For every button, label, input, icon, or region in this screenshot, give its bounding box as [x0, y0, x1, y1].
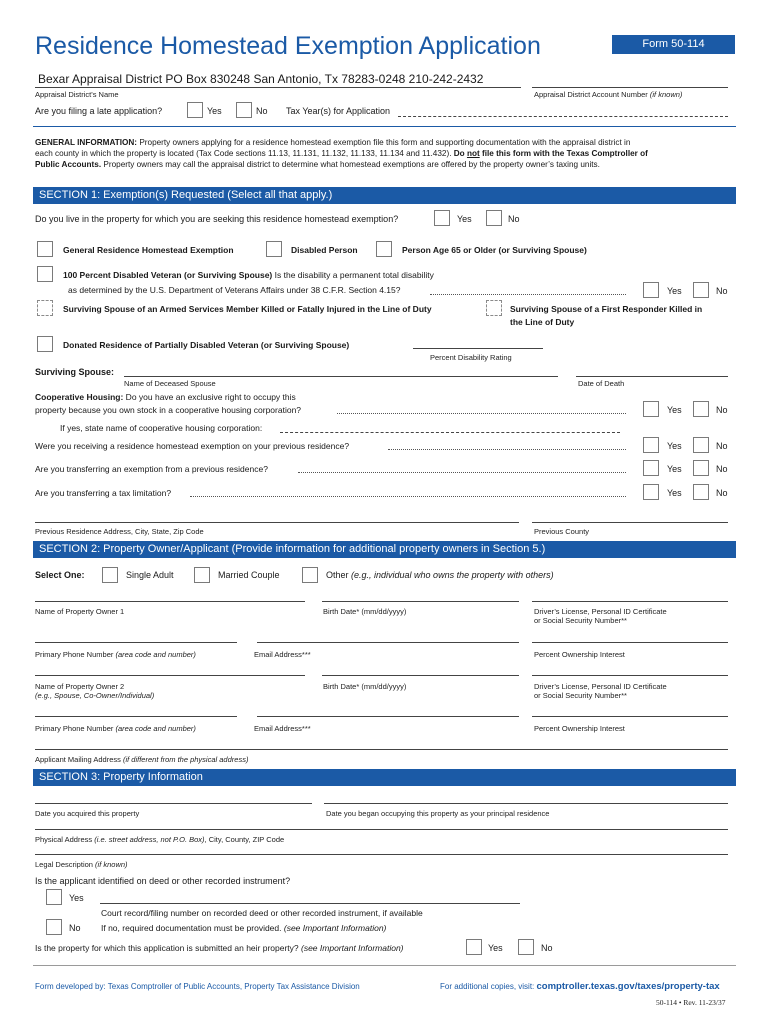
court-record-label: Court record/filing number on recorded deed or other recorded instrument, if available: [101, 908, 423, 918]
select-one-label: Select One:: [35, 570, 85, 580]
district-name-label: Appraisal District's Name: [35, 90, 119, 99]
other-owner-label: Other (e.g., individual who owns the property with others): [326, 570, 554, 580]
limit-no-checkbox[interactable]: [693, 484, 709, 500]
coop-yes-label: Yes: [667, 405, 682, 415]
disabled-veteran-checkbox[interactable]: [37, 266, 53, 282]
general-info: GENERAL INFORMATION: Property owners applying for a residence homestead exemption file this form and supporting documentation with the appraisal district in each county in which the property is located (Tax Code sections 11.13, 11.131, 11.132, 11.133, 11.134 and 11.432). Do not file this form with the Texas Comptroller of Public Accounts. Property owners may call the appraisal district to determine what homestead exemptions are offered by the property owner’s taxing units.: [35, 138, 648, 169]
live-yes-label: Yes: [457, 214, 472, 224]
disabled-person-checkbox[interactable]: [266, 241, 282, 257]
owner1-name-field[interactable]: [35, 601, 305, 602]
veteran-yes-checkbox[interactable]: [643, 282, 659, 298]
owner1-id-label-2: or Social Security Number**: [534, 616, 627, 625]
court-record-field[interactable]: [100, 903, 520, 904]
heir-property-question: Is the property for which this application is submitted an heir property? (see Important Information): [35, 943, 404, 953]
coop-name-field[interactable]: [280, 432, 620, 433]
married-couple-checkbox[interactable]: [194, 567, 210, 583]
veteran-no-checkbox[interactable]: [693, 282, 709, 298]
late-no-label: No: [256, 106, 268, 116]
coop-name-label: If yes, state name of cooperative housing corporation:: [60, 423, 263, 433]
single-adult-label: Single Adult: [126, 570, 174, 580]
live-no-label: No: [508, 214, 520, 224]
prev-yes-label: Yes: [667, 441, 682, 451]
footer-developed-by: Form developed by: Texas Comptroller of Public Accounts, Property Tax Assistance Division: [35, 982, 360, 991]
limit-yes-checkbox[interactable]: [643, 484, 659, 500]
deed-no-checkbox[interactable]: [46, 919, 62, 935]
first-responder-label-2: the Line of Duty: [510, 317, 575, 327]
owner2-ownership-label: Percent Ownership Interest: [534, 724, 625, 733]
owner2-phone-label: Primary Phone Number (area code and number): [35, 724, 196, 733]
owner2-id-field[interactable]: [532, 675, 728, 676]
previous-county-field[interactable]: [532, 522, 728, 523]
previous-county-label: Previous County: [534, 527, 590, 536]
coop-yes-checkbox[interactable]: [643, 401, 659, 417]
prev-no-checkbox[interactable]: [693, 437, 709, 453]
legal-description-field[interactable]: [35, 854, 728, 855]
if-no-note: If no, required documentation must be provided. (see Important Information): [101, 923, 387, 933]
transfer-exemption-question: Are you transferring an exemption from a previous residence?: [35, 464, 268, 474]
owner1-ownership-field[interactable]: [532, 642, 728, 643]
deed-no-label: No: [69, 923, 81, 933]
other-owner-checkbox[interactable]: [302, 567, 318, 583]
transfer-yes-checkbox[interactable]: [643, 460, 659, 476]
live-no-checkbox[interactable]: [486, 210, 502, 226]
single-adult-checkbox[interactable]: [102, 567, 118, 583]
veteran-yes-label: Yes: [667, 286, 682, 296]
mailing-address-field[interactable]: [35, 749, 728, 750]
prev-yes-checkbox[interactable]: [643, 437, 659, 453]
owner2-id-label-2: or Social Security Number**: [534, 691, 627, 700]
late-yes-checkbox[interactable]: [187, 102, 203, 118]
physical-address-field[interactable]: [35, 829, 728, 830]
heir-yes-label: Yes: [488, 943, 503, 953]
general-exemption-checkbox[interactable]: [37, 241, 53, 257]
form-number-badge: [612, 35, 735, 54]
coop-no-label: No: [716, 405, 728, 415]
first-responder-label: Surviving Spouse of a First Responder Killed in: [510, 304, 703, 314]
transfer-no-label: No: [716, 464, 728, 474]
heir-no-checkbox[interactable]: [518, 939, 534, 955]
deed-question: Is the applicant identified on deed or other recorded instrument?: [35, 876, 291, 886]
owner1-email-label: Email Address***: [254, 650, 311, 659]
physical-address-label: Physical Address (i.e. street address, not P.O. Box), City, County, ZIP Code: [35, 835, 285, 844]
owner1-id-field[interactable]: [532, 601, 728, 602]
donated-residence-checkbox[interactable]: [37, 336, 53, 352]
date-of-death-field[interactable]: [576, 376, 728, 377]
district-name-value[interactable]: Bexar Appraisal District PO Box 830248 San Antonio, Tx 78283-0248 210-242-2432: [38, 72, 484, 86]
owner2-phone-field[interactable]: [35, 716, 237, 717]
prev-no-label: No: [716, 441, 728, 451]
veteran-question: as determined by the U.S. Department of Veterans Affairs under 38 C.F.R. Section 4.15?: [68, 285, 401, 295]
owner2-name-field[interactable]: [35, 675, 305, 676]
owner2-email-label: Email Address***: [254, 724, 311, 733]
owner2-birth-label: Birth Date* (mm/dd/yyyy): [323, 682, 407, 691]
previous-address-label: Previous Residence Address, City, State, Zip Code: [35, 527, 204, 536]
owner2-name-label: Name of Property Owner 2: [35, 682, 125, 691]
donated-residence-label: Donated Residence of Partially Disabled Veteran (or Surviving Spouse): [63, 340, 350, 350]
acquired-date-label: Date you acquired this property: [35, 809, 140, 818]
section-1-header: SECTION 1: Exemption(s) Requested (Select all that apply.): [33, 187, 736, 204]
occupying-date-label: Date you began occupying this property as your principal residence: [326, 809, 550, 818]
mailing-address-label: Applicant Mailing Address (if different from the physical address): [35, 755, 249, 764]
account-number-label: Appraisal District Account Number (if known): [534, 90, 683, 99]
page-title: Residence Homestead Exemption Application: [35, 32, 541, 60]
limit-no-label: No: [716, 488, 728, 498]
acquired-date-field[interactable]: [35, 803, 312, 804]
armed-services-spouse-checkbox[interactable]: [37, 300, 53, 316]
deceased-spouse-label: Name of Deceased Spouse: [124, 379, 216, 388]
owner1-ownership-label: Percent Ownership Interest: [534, 650, 625, 659]
tax-limitation-question: Are you transferring a tax limitation?: [35, 488, 172, 498]
percent-disability-field[interactable]: [413, 348, 543, 349]
deceased-spouse-field[interactable]: [124, 376, 558, 377]
previous-exemption-question: Were you receiving a residence homestead exemption on your previous residence?: [35, 441, 350, 451]
previous-address-field[interactable]: [35, 522, 519, 523]
disabled-person-label: Disabled Person: [291, 245, 358, 255]
transfer-no-checkbox[interactable]: [693, 460, 709, 476]
deed-yes-checkbox[interactable]: [46, 889, 62, 905]
surviving-spouse-label: Surviving Spouse:: [35, 367, 115, 377]
percent-disability-label: Percent Disability Rating: [430, 353, 512, 362]
first-responder-spouse-checkbox[interactable]: [486, 300, 502, 316]
owner2-ownership-field[interactable]: [532, 716, 728, 717]
transfer-yes-label: Yes: [667, 464, 682, 474]
date-of-death-label: Date of Death: [578, 379, 625, 388]
legal-description-label: Legal Description (if known): [35, 860, 128, 869]
occupying-date-field[interactable]: [324, 803, 728, 804]
age65-checkbox[interactable]: [376, 241, 392, 257]
owner1-phone-field[interactable]: [35, 642, 237, 643]
late-no-checkbox[interactable]: [236, 102, 252, 118]
owner1-name-label: Name of Property Owner 1: [35, 607, 125, 616]
owner1-birth-field[interactable]: [322, 601, 519, 602]
cooperative-housing-question: property because you own stock in a cooperative housing corporation?: [35, 405, 302, 415]
owner1-email-field[interactable]: [257, 642, 519, 643]
coop-no-checkbox[interactable]: [693, 401, 709, 417]
live-in-property-question: Do you live in the property for which you are seeking this residence homestead exemption?: [35, 214, 399, 224]
veteran-no-label: No: [716, 286, 728, 296]
section-2-header: SECTION 2: Property Owner/Applicant (Provide information for additional property owners in Section 5.): [33, 541, 736, 558]
owner1-birth-label: Birth Date* (mm/dd/yyyy): [323, 607, 407, 616]
owner2-id-label: Driver’s License, Personal ID Certificate: [534, 682, 667, 691]
owner1-id-label: Driver’s License, Personal ID Certificate: [534, 607, 667, 616]
footer-url[interactable]: comptroller.texas.gov/taxes/property-tax: [536, 981, 720, 992]
section-3-header: SECTION 3: Property Information: [33, 769, 736, 786]
live-yes-checkbox[interactable]: [434, 210, 450, 226]
disabled-veteran-label: 100 Percent Disabled Veteran (or Surviving Spouse) Is the disability a permanent total disability: [63, 270, 434, 280]
owner2-birth-field[interactable]: [322, 675, 519, 676]
heir-no-label: No: [541, 943, 553, 953]
form-number: Form 50-114: [642, 38, 705, 50]
late-application-question: Are you filing a late application?: [35, 106, 163, 116]
tax-years-label: Tax Year(s) for Application: [286, 106, 391, 116]
married-couple-label: Married Couple: [218, 570, 280, 580]
armed-services-spouse-label: Surviving Spouse of an Armed Services Member Killed or Fatally Injured in the Line of Duty: [63, 304, 432, 314]
tax-years-field[interactable]: [398, 116, 728, 117]
owner1-phone-label: Primary Phone Number (area code and number): [35, 650, 196, 659]
cooperative-housing-label: Cooperative Housing: Do you have an exclusive right to occupy this: [35, 392, 296, 402]
footer-revision: 50-114 • Rev. 11-23/37: [656, 998, 726, 1007]
deed-yes-label: Yes: [69, 893, 84, 903]
general-exemption-label: General Residence Homestead Exemption: [63, 245, 234, 255]
owner2-name-note: (e.g., Spouse, Co-Owner/Individual): [35, 691, 155, 700]
footer-copies: For additional copies, visit: comptroller.texas.gov/taxes/property-tax: [440, 981, 720, 992]
limit-yes-label: Yes: [667, 488, 682, 498]
late-yes-label: Yes: [207, 106, 222, 116]
heir-yes-checkbox[interactable]: [466, 939, 482, 955]
age65-label: Person Age 65 or Older (or Surviving Spouse): [402, 245, 587, 255]
owner2-email-field[interactable]: [257, 716, 519, 717]
